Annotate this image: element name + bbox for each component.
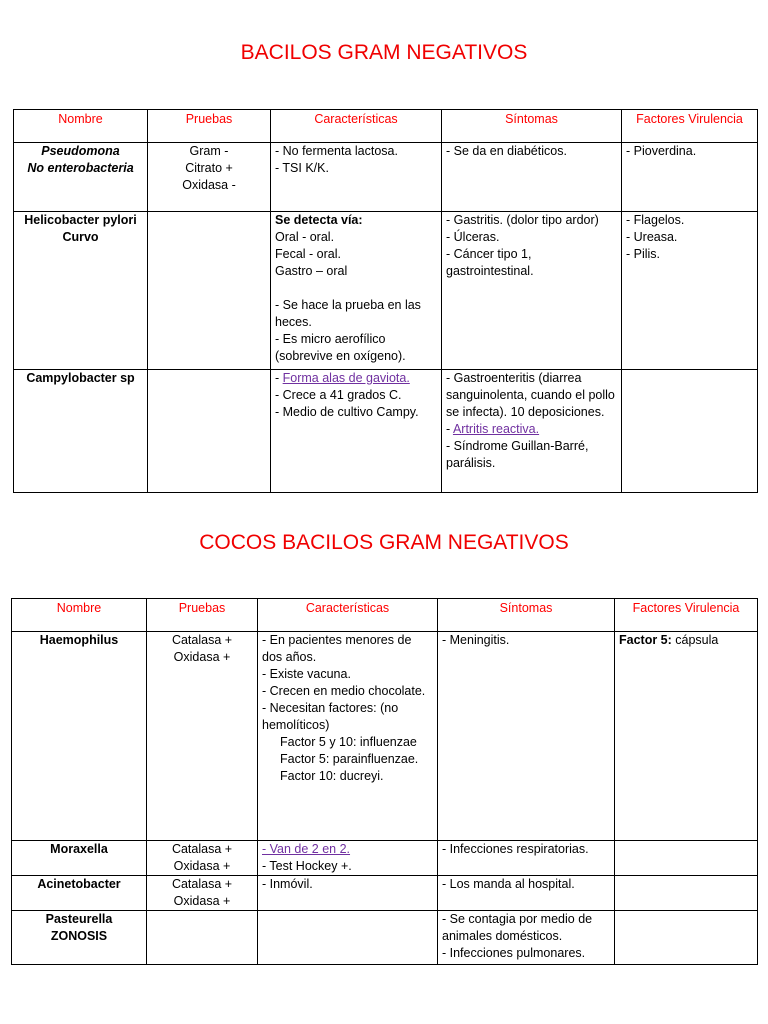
symptom-prefix: -	[446, 422, 453, 436]
cell-tests	[147, 632, 258, 841]
test-item: Citrato +	[185, 161, 233, 175]
cell-virulence	[622, 370, 758, 493]
header-factores-virulencia: Factores Virulencia	[622, 110, 758, 143]
symptom-item: - Úlceras.	[446, 230, 500, 244]
cell-symptoms	[438, 911, 615, 965]
section-title-cocos-bacilos: COCOS BACILOS GRAM NEGATIVOS	[199, 531, 569, 554]
trait-subitem: Factor 5 y 10: influenzae	[280, 735, 417, 749]
test-item: Catalasa +	[171, 842, 233, 856]
test-item: Oxidasa -	[182, 178, 236, 192]
bacilos-table	[13, 109, 758, 493]
symptom-item	[446, 421, 617, 438]
header-nombre: Nombre	[12, 599, 147, 632]
trait-item: - Es micro aerofílico (sobrevive en oxígeno).	[275, 332, 406, 363]
test-item: Oxidasa +	[173, 859, 231, 873]
table-header-row	[12, 599, 758, 632]
symptom-item: - Los manda al hospital.	[442, 877, 575, 891]
cell-name	[14, 370, 148, 493]
cell-tests	[147, 841, 258, 876]
organism-name: Pseudomona	[41, 144, 120, 158]
test-item: Oxidasa +	[173, 894, 231, 908]
symptom-item: - Se contagia por medio de animales domésticos.	[442, 912, 593, 943]
cell-virulence	[615, 632, 758, 841]
cell-traits	[258, 876, 438, 911]
cell-traits	[271, 212, 442, 370]
header-caracteristicas: Características	[258, 599, 438, 632]
trait-item: - Inmóvil.	[262, 877, 313, 891]
header-pruebas: Pruebas	[147, 599, 258, 632]
cell-symptoms	[438, 841, 615, 876]
cell-traits	[258, 911, 438, 965]
table-row	[12, 876, 758, 911]
cell-traits	[271, 370, 442, 493]
trait-item: - Crecen en medio chocolate.	[262, 684, 426, 698]
header-sintomas: Síntomas	[438, 599, 615, 632]
table-row	[14, 212, 758, 370]
trait-item: - Se hace la prueba en las heces.	[275, 298, 421, 329]
trait-subitem: Factor 10: ducreyi.	[280, 769, 384, 783]
symptom-item: - Cáncer tipo 1, gastrointestinal.	[446, 247, 534, 278]
symptom-item: - Se da en diabéticos.	[446, 144, 567, 158]
trait-subitem: Factor 5: parainfluenzae.	[280, 752, 419, 766]
cell-tests	[148, 143, 271, 212]
trait-item: Fecal - oral.	[275, 247, 341, 261]
cell-symptoms	[438, 632, 615, 841]
organism-name: Helicobacter pylori	[24, 213, 137, 227]
trait-item: - Existe vacuna.	[262, 667, 351, 681]
symptom-item: - Infecciones pulmonares.	[442, 946, 586, 960]
cell-traits	[258, 632, 438, 841]
cell-symptoms	[442, 143, 622, 212]
virulence-label: Factor 5:	[619, 633, 672, 647]
trait-link[interactable]: - Van de 2 en 2.	[262, 842, 351, 856]
organism-name: Campylobacter sp	[26, 371, 135, 385]
virulence-item: - Ureasa.	[626, 230, 678, 244]
header-factores-virulencia: Factores Virulencia	[615, 599, 758, 632]
virulence-item: - Flagelos.	[626, 213, 685, 227]
test-item: Catalasa +	[171, 633, 233, 647]
header-sintomas: Síntomas	[442, 110, 622, 143]
cell-traits	[271, 143, 442, 212]
virulence-item	[619, 632, 753, 649]
test-item: Gram -	[189, 144, 229, 158]
organism-name: Haemophilus	[39, 633, 119, 647]
virulence-item: - Pioverdina.	[626, 144, 697, 158]
organism-name: Acinetobacter	[37, 877, 121, 891]
header-caracteristicas: Características	[271, 110, 442, 143]
trait-prefix: -	[275, 371, 283, 385]
trait-item: Gastro – oral	[275, 264, 348, 278]
organism-name: Moraxella	[50, 842, 108, 856]
cell-name	[12, 841, 147, 876]
cell-traits	[258, 841, 438, 876]
symptom-item: - Meningitis.	[442, 633, 510, 647]
cell-symptoms	[442, 370, 622, 493]
symptom-item: - Gastritis. (dolor tipo ardor)	[446, 213, 599, 227]
trait-heading: Se detecta vía:	[275, 213, 363, 227]
trait-item: Oral - oral.	[275, 230, 335, 244]
cell-virulence	[615, 876, 758, 911]
cell-name	[12, 632, 147, 841]
trait-item: - En pacientes menores de dos años.	[262, 633, 412, 664]
cell-name	[14, 143, 148, 212]
symptom-item: - Síndrome Guillan-Barré, parálisis.	[446, 439, 589, 470]
trait-item: - Test Hockey +.	[262, 859, 352, 873]
cell-name	[12, 911, 147, 965]
cell-tests	[148, 212, 271, 370]
virulence-item: - Pilis.	[626, 247, 661, 261]
trait-spacer	[275, 280, 437, 297]
trait-item: - TSI K/K.	[275, 161, 329, 175]
trait-item: - Medio de cultivo Campy.	[275, 405, 419, 419]
cell-symptoms	[438, 876, 615, 911]
cell-tests	[148, 370, 271, 493]
table-row	[12, 911, 758, 965]
trait-item: - Crece a 41 grados C.	[275, 388, 402, 402]
trait-link[interactable]: Forma alas de gaviota.	[282, 371, 410, 385]
test-item: Oxidasa +	[173, 650, 231, 664]
header-pruebas: Pruebas	[148, 110, 271, 143]
table-row	[14, 143, 758, 212]
cell-virulence	[615, 841, 758, 876]
cell-virulence	[622, 143, 758, 212]
table-row	[12, 632, 758, 841]
cell-name	[14, 212, 148, 370]
trait-item: - Necesitan factores: (no hemolíticos)	[262, 701, 399, 732]
section-title-bacilos: BACILOS GRAM NEGATIVOS	[240, 41, 528, 64]
symptom-item: - Infecciones respiratorias.	[442, 842, 589, 856]
cell-tests	[147, 911, 258, 965]
symptom-link[interactable]: Artritis reactiva.	[452, 422, 540, 436]
test-item: Catalasa +	[171, 877, 233, 891]
cell-virulence	[622, 212, 758, 370]
trait-item	[275, 370, 437, 387]
cell-symptoms	[442, 212, 622, 370]
cell-virulence	[615, 911, 758, 965]
symptom-item: - Gastroenteritis (diarrea sanguinolenta, cuando el pollo se infecta). 10 deposiciones.	[446, 371, 615, 419]
cocos-bacilos-table	[11, 598, 758, 965]
table-header-row	[14, 110, 758, 143]
table-row	[12, 841, 758, 876]
cell-tests	[147, 876, 258, 911]
cell-name	[12, 876, 147, 911]
organism-note: Curvo	[62, 230, 99, 244]
organism-name: Pasteurella	[45, 912, 113, 926]
table-row	[14, 370, 758, 493]
virulence-value: cápsula	[671, 633, 719, 647]
organism-note: ZONOSIS	[50, 929, 108, 943]
trait-item: - No fermenta lactosa.	[275, 144, 398, 158]
header-nombre: Nombre	[14, 110, 148, 143]
organism-note: No enterobacteria	[27, 161, 134, 175]
